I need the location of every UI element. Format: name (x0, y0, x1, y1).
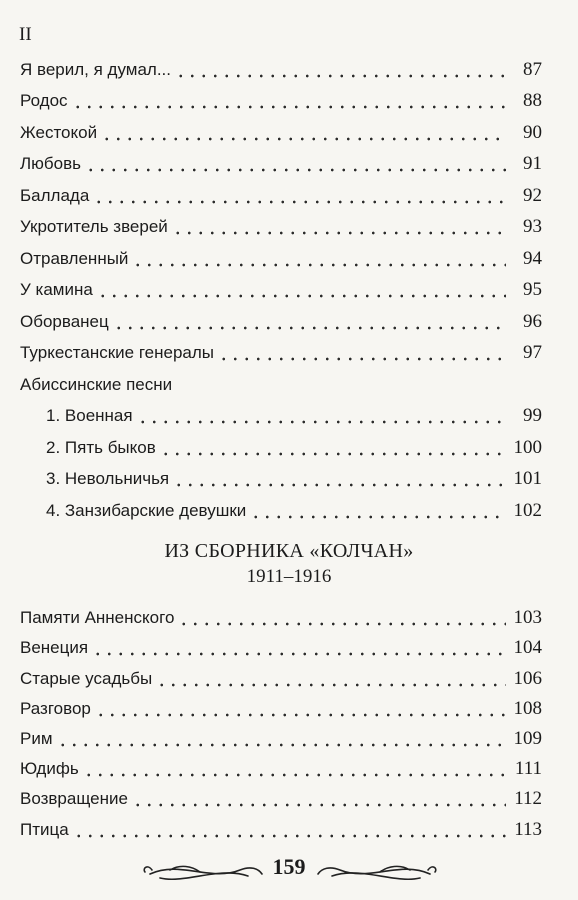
toc-entry-page: 92 (523, 184, 542, 206)
dot-leader (172, 216, 506, 236)
toc-entry-title: Птица (20, 819, 69, 839)
toc-entry-page: 95 (523, 279, 542, 300)
toc-entry-title: 3. Невольничья (46, 469, 170, 488)
section-years: 1911–1916 (246, 566, 332, 587)
toc-entry-title: Абиссинские песни (20, 374, 173, 394)
toc-entry-title: 4. Занзибарские девушки (46, 500, 247, 520)
toc-entry-page: 104 (513, 637, 542, 659)
toc-entry-title: Любовь (20, 154, 81, 173)
toc-entry (0, 628, 578, 658)
section-title: ИЗ СБОРНИКА «КОЛЧАН» (164, 540, 414, 562)
toc-entry-title: Родос (20, 91, 68, 110)
toc-entry-page: 91 (523, 153, 542, 174)
toc-entry (0, 363, 578, 395)
toc-entry-page: 94 (523, 247, 542, 269)
toc-entry-title: Оборванец (20, 311, 109, 331)
dot-leader (173, 468, 506, 488)
toc-entry-page: 87 (523, 58, 542, 80)
dot-leader (160, 437, 506, 457)
toc-entry (0, 426, 578, 458)
dot-leader (178, 607, 506, 627)
toc-entry (0, 48, 578, 80)
dot-leader (83, 758, 506, 778)
toc-entry-title: Отравленный (20, 248, 129, 268)
dot-leader (132, 248, 506, 268)
toc-entry (0, 332, 578, 364)
toc-entry-page: 96 (523, 310, 542, 332)
toc-entry-page: 109 (513, 727, 542, 749)
toc-entry (0, 269, 578, 301)
dot-leader (250, 500, 506, 520)
toc-entry-page: 90 (523, 121, 542, 143)
toc-entry-title: Туркестанские генералы (20, 343, 214, 362)
toc-entry (0, 143, 578, 175)
toc-entry-title: Возвращение (20, 789, 128, 809)
toc-entry-title: У камина (20, 280, 93, 299)
toc-entry-page: 97 (523, 342, 542, 363)
toc-entry-title: Баллада (20, 185, 90, 205)
toc-entry-title: Юдифь (20, 759, 79, 779)
dot-leader (73, 819, 506, 839)
dot-leader (92, 637, 506, 657)
toc-entry-title: Памяти Анненского (20, 608, 175, 628)
part-number: II (19, 24, 32, 45)
toc-entry-title: Рим (20, 728, 53, 748)
toc-entry-title: Старые усадьбы (20, 668, 153, 688)
dot-leader (72, 90, 506, 110)
toc-entry-page: 88 (523, 90, 542, 111)
toc-entry (0, 395, 578, 427)
toc-entry (0, 300, 578, 332)
toc-entry (0, 237, 578, 269)
dot-leader (132, 788, 506, 808)
toc-entry-page: 111 (514, 758, 542, 780)
dot-leader (57, 728, 506, 748)
dot-leader (93, 185, 506, 205)
dot-leader (97, 279, 506, 299)
dot-leader (85, 153, 506, 173)
toc-entry-title: 2. Пять быков (46, 437, 156, 457)
toc-entry (0, 598, 578, 628)
dot-leader (218, 342, 506, 362)
toc-entry-title: Укротитель зверей (20, 217, 168, 236)
table-of-contents-kolchan (0, 598, 578, 840)
page-number: 159 (272, 854, 306, 879)
toc-entry (0, 174, 578, 206)
dot-leader (101, 122, 506, 142)
toc-entry (0, 779, 578, 809)
toc-entry-page: 108 (513, 697, 542, 719)
toc-entry-title: Жестокой (20, 122, 98, 142)
toc-entry (0, 749, 578, 779)
toc-entry-title: Венеция (20, 638, 89, 658)
toc-entry-page: 113 (514, 818, 542, 840)
toc-entry-title: 1. Военная (46, 406, 133, 425)
dot-leader (156, 668, 506, 688)
toc-entry-page: 100 (513, 436, 542, 458)
toc-entry-page: 99 (523, 405, 542, 426)
dot-leader (137, 405, 506, 425)
page-footer (0, 846, 578, 894)
toc-entry (0, 206, 578, 238)
dot-leader (113, 311, 506, 331)
toc-entry (0, 689, 578, 719)
toc-entry-page: 101 (513, 468, 542, 489)
toc-entry (0, 80, 578, 112)
dot-leader (95, 698, 506, 718)
toc-entry (0, 489, 578, 521)
toc-entry-page: 102 (513, 499, 542, 521)
toc-entry-page: 106 (513, 667, 542, 689)
dot-leader (175, 59, 506, 79)
toc-entry (0, 809, 578, 839)
toc-entry-page: 93 (523, 216, 542, 237)
toc-entry-title: Я верил, я думал... (20, 59, 171, 79)
toc-entry-title: Разговор (20, 698, 91, 718)
toc-entry-page: 112 (514, 788, 542, 810)
table-of-contents (0, 48, 578, 521)
toc-entry (0, 458, 578, 490)
toc-entry (0, 111, 578, 143)
toc-entry (0, 658, 578, 688)
toc-entry-page: 103 (513, 607, 542, 629)
toc-entry (0, 719, 578, 749)
